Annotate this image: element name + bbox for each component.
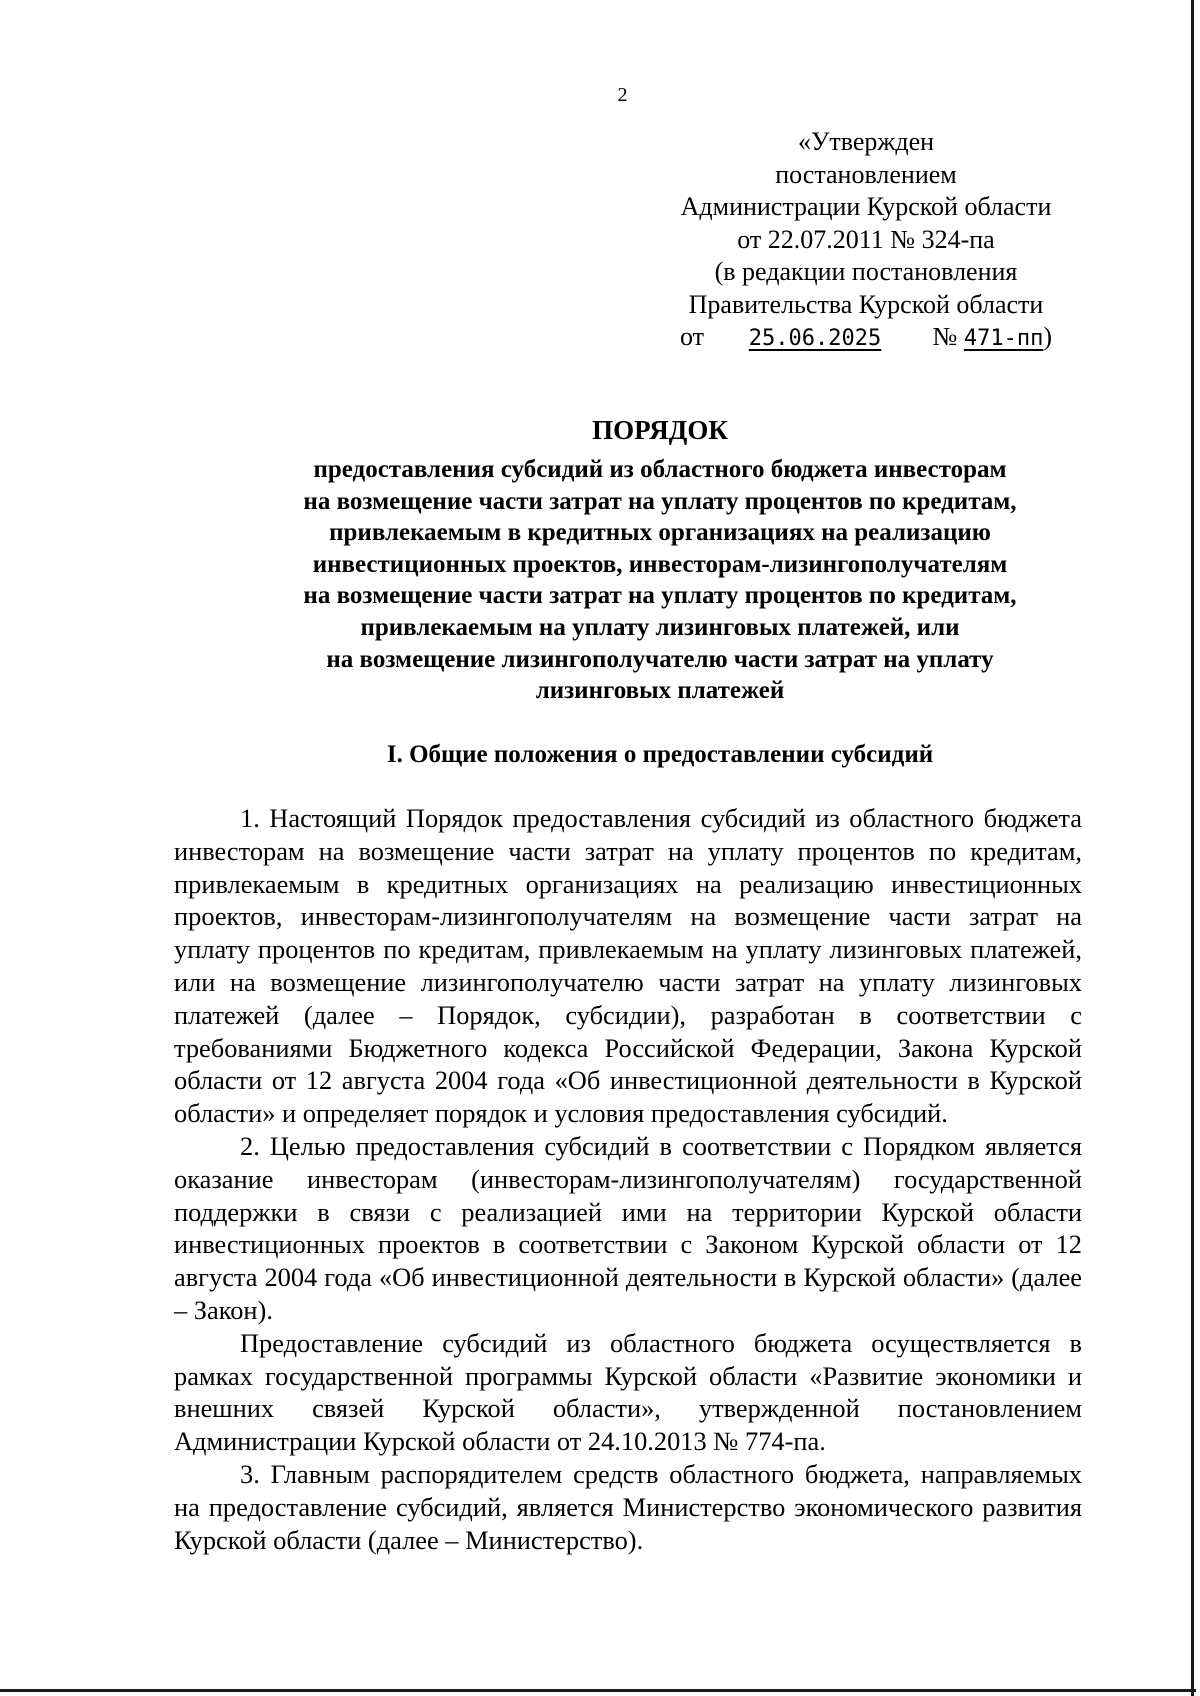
date-prefix: от [680, 322, 705, 351]
subtitle-line: предоставления субсидий из областного бюджета инвесторам [313, 456, 1007, 483]
approval-number: 471-пп [963, 326, 1044, 351]
document-subtitle [230, 454, 1090, 707]
document-body [174, 802, 1082, 1556]
subtitle-line: на возмещение части затрат на уплату процентов по кредитам, [303, 582, 1017, 610]
paragraph: 3. Главным распорядителем средств областного бюджета, направляемых на предоставление субсидий, является Министерство экономического развития Курской области (далее – Министерство). [174, 1458, 1082, 1555]
approval-line: «Утвержден [797, 127, 935, 156]
subtitle-line: лизинговых платежей [535, 677, 785, 705]
paragraph: 2. Целью предоставления субсидий в соответствии с Порядком является оказание инвесторам (инвесторам-лизингополучателям) государственной поддержки в связи с реализацией ими на территории Курской области инвестиционных проектов в соответствии с Законом Курской области от 12 августа 2004 года «Об инвестиционной деятельности в Курской области» (далее – Закон). [174, 1130, 1082, 1325]
approval-line: Администрации Курской области [680, 192, 1052, 221]
approval-date-line [656, 321, 1076, 356]
number-prefix: № [932, 322, 958, 351]
subtitle-line: привлекаемым на уплату лизинговых платежей, или [360, 613, 960, 641]
subtitle-line: инвестиционных проектов, инвесторам-лизингополучателям [312, 550, 1008, 578]
subtitle-line: привлекаемым в кредитных организациях на реализацию [329, 519, 991, 547]
page-number: 2 [617, 84, 628, 106]
closing-paren: ) [1043, 322, 1052, 351]
paragraph: 1. Настоящий Порядок предоставления субсидий из областного бюджета инвесторам на возмещение части затрат на уплату процентов по кредитам, привлекаемым в кредитных организациях на реализацию инвестиционных проектов, инвесторам-лизингополучателям на возмещение части затрат на уплату процентов по кредитам, привлекаемым на уплату лизинговых платежей, или на возмещение лизингополучателю части затрат на уплату лизинговых платежей (далее – Порядок, субсидии), разработан в соответствии с требованиями Бюджетного кодекса Российской Федерации, Закона Курской области от 12 августа 2004 года «Об инвестиционной деятельности в Курской области» и определяет порядок и условия предоставления субсидий. [174, 803, 1082, 1129]
subtitle-line: на возмещение части затрат на уплату процентов по кредитам, [303, 487, 1017, 515]
document-title: ПОРЯДОК [592, 415, 728, 445]
approval-line: (в редакции постановления [714, 257, 1018, 286]
approval-line: Правительства Курской области [688, 289, 1044, 319]
page-edge-right [1191, 0, 1194, 1696]
approval-line: от 22.07.2011 № 324-па [737, 224, 995, 254]
subtitle-line: на возмещение лизингополучателю части затрат на уплату [326, 645, 994, 673]
approval-date: 25.06.2025 [748, 326, 882, 351]
page-edge-bottom [0, 1689, 1196, 1692]
section-heading: I. Общие положения о предоставлении субсидий [386, 741, 934, 768]
approval-stamp-block [656, 126, 1076, 356]
paragraph: Предоставление субсидий из областного бюджета осуществляется в рамках государственной программы Курской области «Развитие экономики и внешних связей Курской области», утвержденной постановлением Администрации Курской области от 24.10.2013 № 774-па. [174, 1327, 1082, 1457]
approval-line: постановлением [775, 159, 957, 189]
